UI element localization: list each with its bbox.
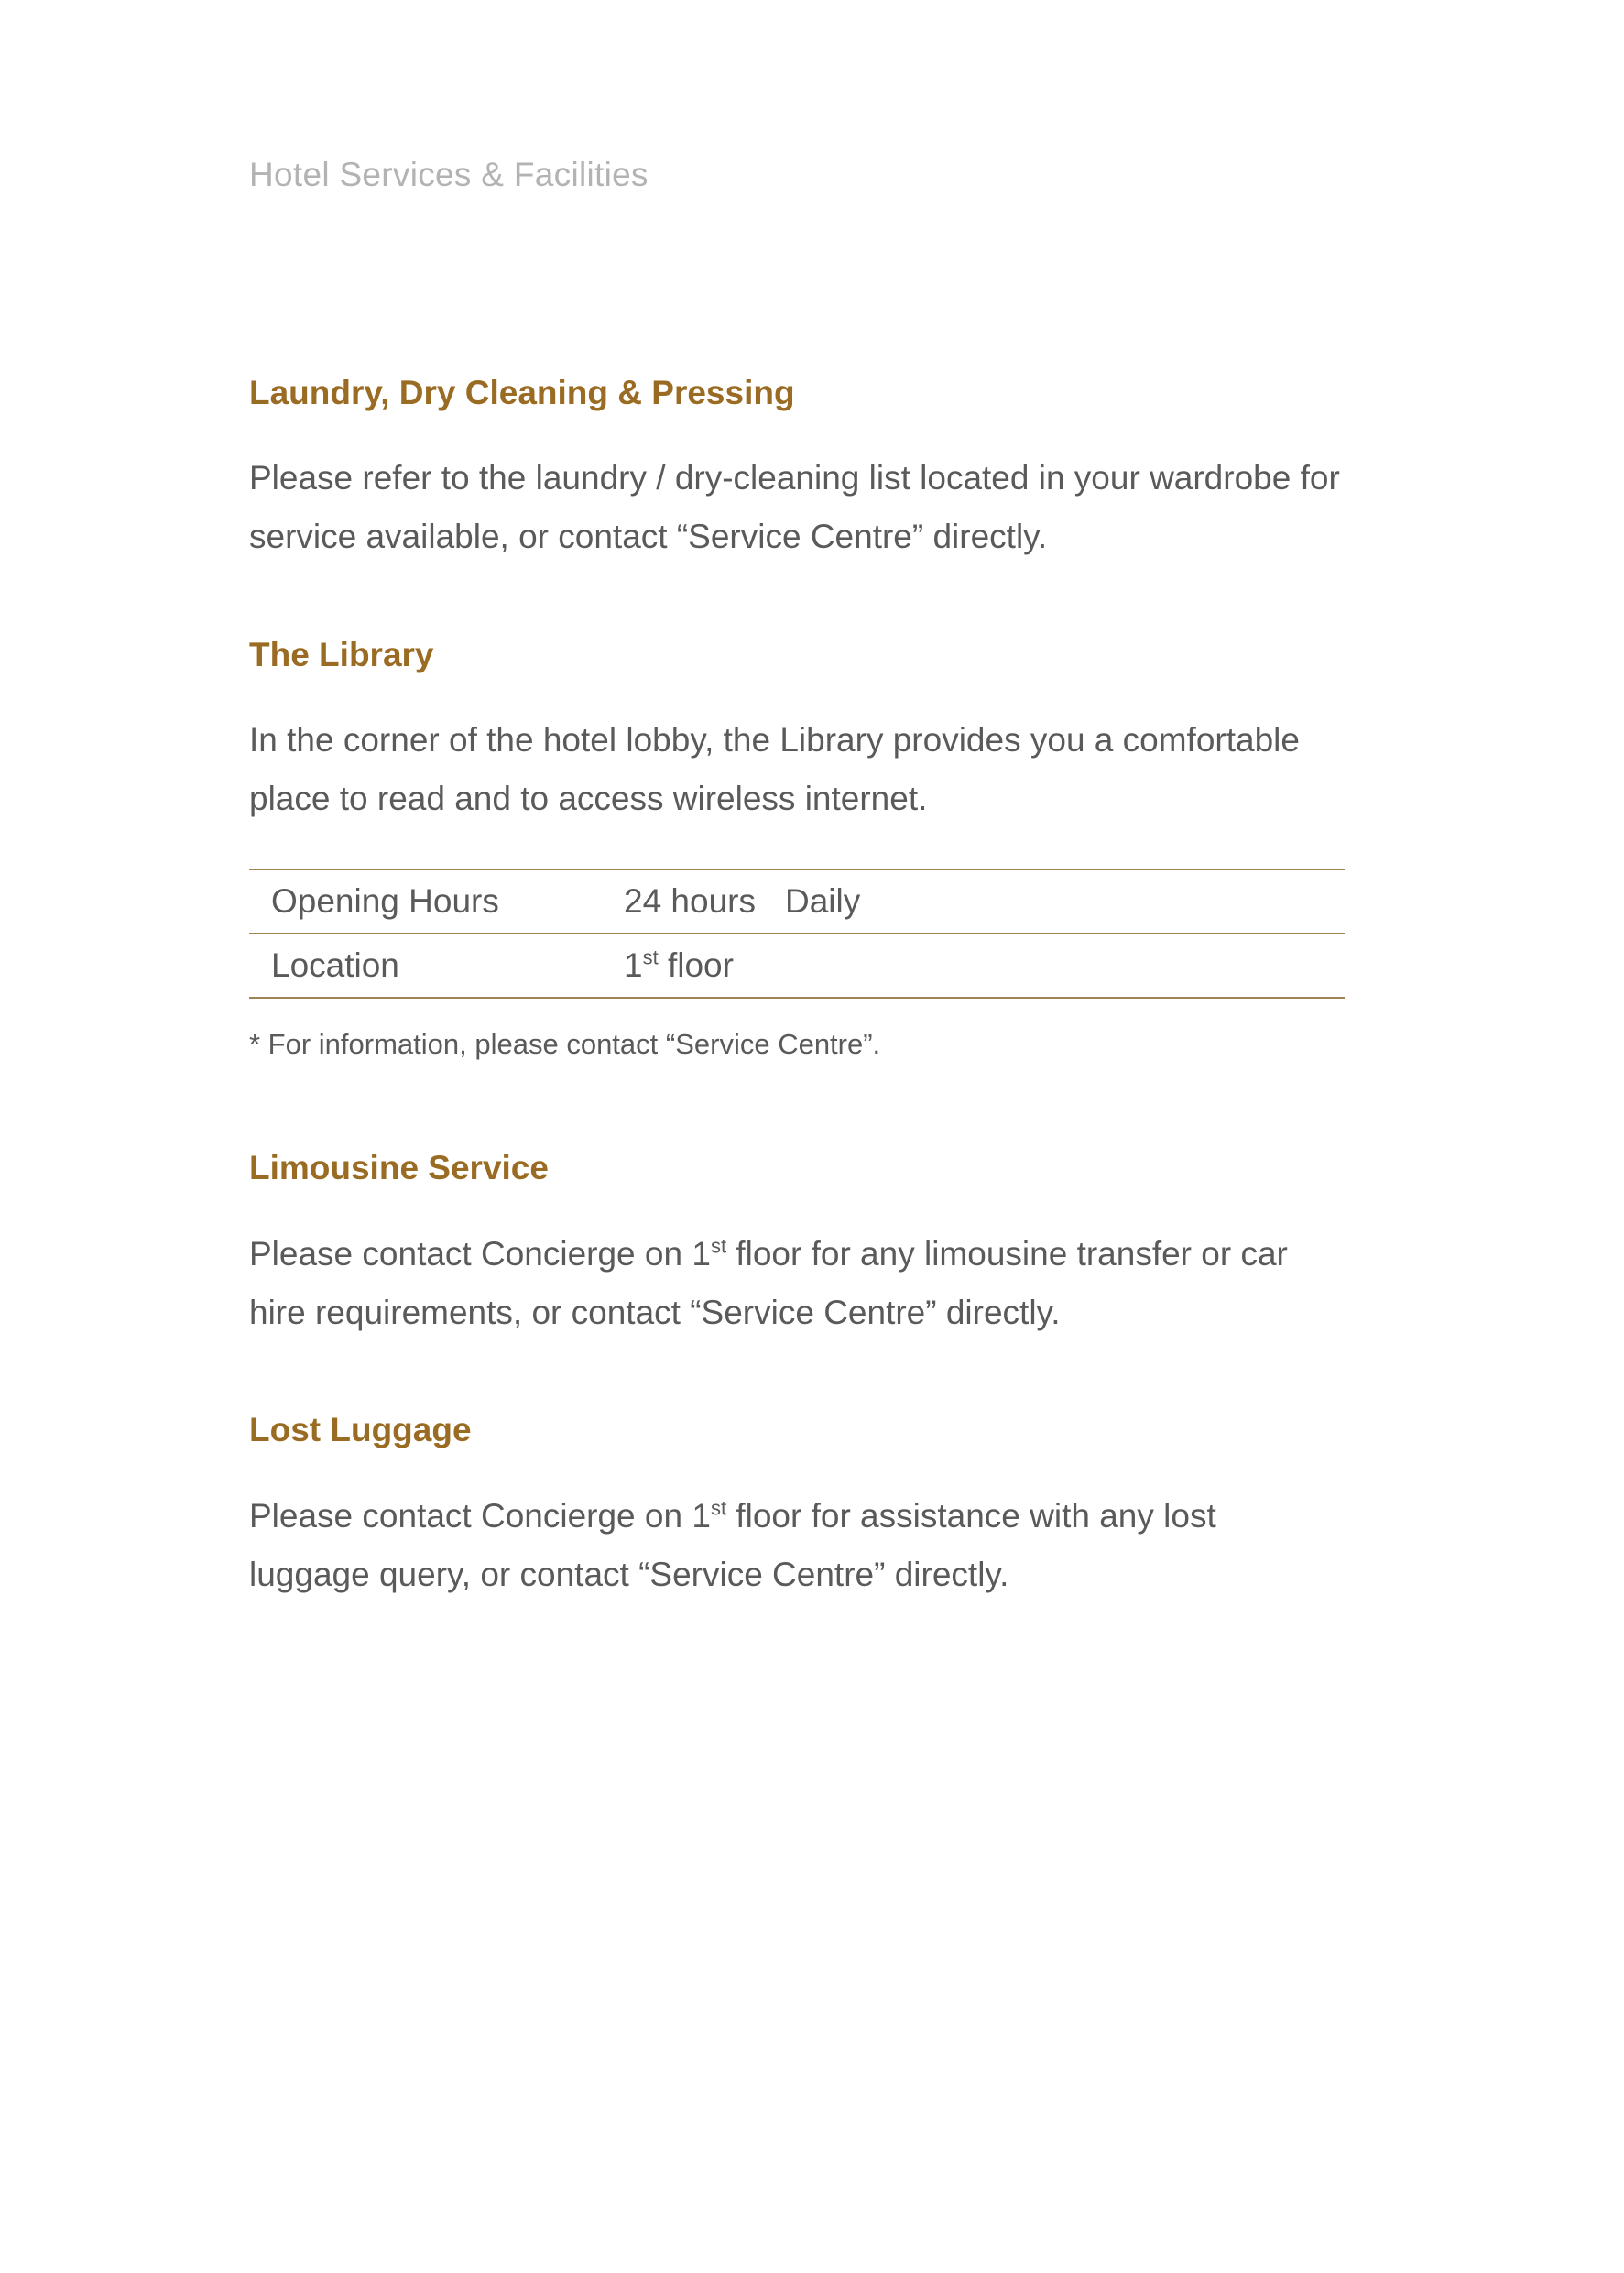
opening-hours-label: Opening Hours xyxy=(271,882,499,920)
page-header-title: Hotel Services & Facilities xyxy=(249,156,649,193)
limousine-text-start: Please contact Concierge on 1 xyxy=(249,1235,711,1273)
library-heading: The Library xyxy=(249,636,434,673)
opening-hours-value xyxy=(624,869,1345,934)
luggage-text-start: Please contact Concierge on 1 xyxy=(249,1497,711,1535)
lost-luggage-description xyxy=(249,1487,1345,1604)
limousine-text-end: floor for any limousine transfer or car hire requirements, or contact “Service Centre” directly. xyxy=(249,1235,1288,1331)
location-value xyxy=(624,934,1345,998)
luggage-text-end: floor for assistance with any lost luggage query, or contact “Service Centre” directly. xyxy=(249,1497,1216,1593)
library-description: In the corner of the hotel lobby, the Library provides you a comfortable place to read and to access wireless internet. xyxy=(249,721,1300,817)
location-floor-word: floor xyxy=(658,946,734,984)
opening-hours-time: 24 hours xyxy=(624,882,756,920)
luggage-ordinal-suffix: st xyxy=(710,1496,727,1520)
location-label: Location xyxy=(271,946,399,984)
laundry-heading: Laundry, Dry Cleaning & Pressing xyxy=(249,374,795,411)
limousine-ordinal-suffix: st xyxy=(710,1234,727,1258)
location-floor-suffix: st xyxy=(642,945,659,969)
limousine-heading: Limousine Service xyxy=(249,1149,549,1186)
location-floor-number: 1 xyxy=(624,946,643,984)
table-row-location xyxy=(249,934,1345,998)
table-row-opening-hours xyxy=(249,869,1345,934)
library-info-table xyxy=(249,869,1345,999)
opening-hours-days: Daily xyxy=(785,882,861,920)
lost-luggage-heading: Lost Luggage xyxy=(249,1411,472,1448)
library-footnote: * For information, please contact “Service Centre”. xyxy=(249,1028,881,1060)
limousine-description xyxy=(249,1225,1345,1342)
laundry-description: Please refer to the laundry / dry-cleaning list located in your wardrobe for service available, or contact “Service Centre” directly. xyxy=(249,459,1340,555)
